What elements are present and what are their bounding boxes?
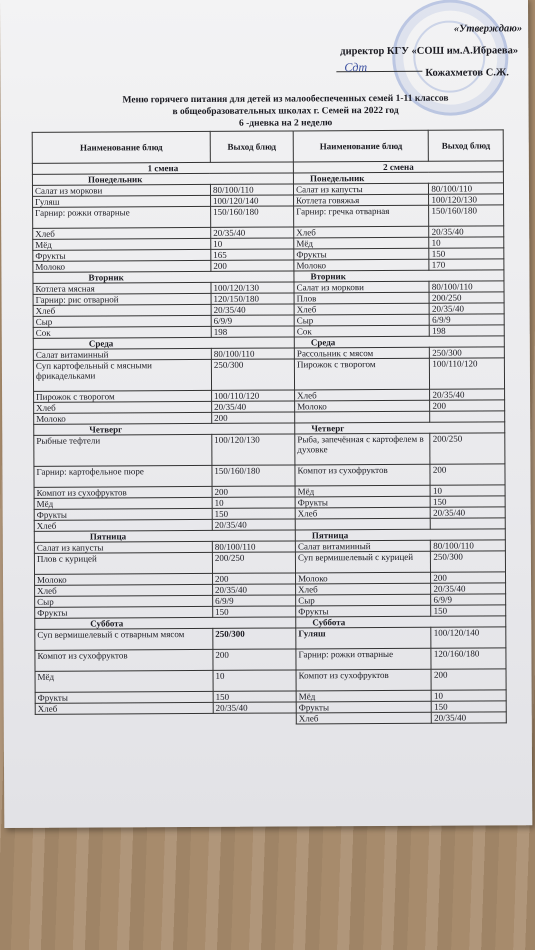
day-label: Среда <box>33 337 294 349</box>
dish-cell: Сыр <box>35 595 213 607</box>
dish-cell: Суп картофельный с мясными фрикадельками <box>33 359 211 391</box>
dish-cell: Фрукты <box>33 249 211 261</box>
dish-cell: Хлеб <box>35 702 213 714</box>
dish-cell: Мёд <box>296 690 431 702</box>
dish-cell: Гарнир: рожки отварные <box>33 206 211 228</box>
dish-cell: Сок <box>33 326 211 338</box>
dish-cell: Фрукты <box>295 496 430 508</box>
yield-cell: 20/35/40 <box>430 389 505 400</box>
yield-cell: 250/300 <box>213 628 296 649</box>
dish-cell: Гарнир: рожки отварные <box>296 648 431 670</box>
yield-cell: 150/160/180 <box>211 206 294 227</box>
signer-name: Кожахметов С.Ж. <box>425 67 509 79</box>
dish-cell: Мёд <box>294 237 429 249</box>
shift-1-label: 1 смена <box>32 162 293 174</box>
yield-cell: 200 <box>211 260 294 271</box>
yield-cell: 150 <box>212 508 295 519</box>
handwritten-signature: Сдт <box>344 60 368 75</box>
yield-cell: 100/110/120 <box>212 390 295 401</box>
dish-cell: Мёд <box>33 238 211 250</box>
day-label: Четверг <box>34 423 295 435</box>
yield-cell: 150 <box>431 605 506 616</box>
yield-cell: 120/160/180 <box>431 648 506 669</box>
yield-cell: 20/35/40 <box>429 226 504 237</box>
dish-cell: Гуляш <box>33 195 211 207</box>
dish-cell: Сыр <box>33 315 211 327</box>
dish-cell: Котлета мясная <box>33 282 211 294</box>
yield-cell: 200/250 <box>430 433 505 464</box>
approval-label: «Утверждаю» <box>453 23 523 35</box>
dish-cell: Молоко <box>296 572 431 584</box>
table-row <box>33 358 504 391</box>
dish-cell: Мёд <box>34 497 212 509</box>
dish-cell: Гарнир: рис отварной <box>33 293 211 305</box>
table-row <box>35 712 506 725</box>
yield-cell: 200 <box>213 649 296 670</box>
yield-cell: 198 <box>211 326 294 337</box>
yield-cell: 6/9/9 <box>430 314 505 325</box>
yield-cell: 20/35/40 <box>429 303 504 314</box>
yield-cell: 150 <box>429 248 504 259</box>
day-label: Четверг <box>295 422 505 434</box>
col-header-dish: Наименование блюд <box>32 131 210 163</box>
yield-cell: 80/100/110 <box>429 183 504 194</box>
dish-cell: Сыр <box>296 594 431 606</box>
yield-cell: 250/300 <box>430 347 505 358</box>
dish-cell: Суп вермишелевый с отварным мясом <box>35 628 213 650</box>
yield-cell: 150 <box>430 496 505 507</box>
yield-cell: 20/35/40 <box>431 583 506 594</box>
dish-cell: Молоко <box>35 573 213 585</box>
day-label: Понедельник <box>32 173 293 185</box>
dish-cell: Компот из сухофруктов <box>34 486 212 498</box>
yield-cell: 20/35/40 <box>213 584 296 595</box>
yield-cell: 20/35/40 <box>431 507 506 518</box>
table-row <box>34 433 505 466</box>
yield-cell: 80/100/110 <box>211 348 294 359</box>
yield-cell: 150/160/180 <box>429 205 504 226</box>
dish-cell: Хлеб <box>34 519 212 531</box>
dish-cell: Фрукты <box>294 248 429 260</box>
yield-cell: 200 <box>430 464 505 485</box>
dish-cell: Хлеб <box>294 226 429 238</box>
dish-cell: Хлеб <box>35 584 213 596</box>
dish-cell: Гуляш <box>296 627 431 649</box>
yield-cell: 250/300 <box>211 359 294 390</box>
yield-cell: 10 <box>429 237 504 248</box>
dish-cell: Гарнир: гречка отварная <box>294 205 429 227</box>
day-label: Пятница <box>295 529 505 541</box>
yield-cell: 170 <box>429 259 504 270</box>
yield-cell: 150 <box>432 701 507 712</box>
dish-cell: Хлеб <box>295 389 430 401</box>
day-label: Вторник <box>294 270 504 282</box>
dish-cell: Хлеб <box>294 303 429 315</box>
director-title: директор КГУ «СОШ им.А.Ибраева» <box>340 45 519 58</box>
dish-cell: Мёд <box>35 670 213 692</box>
shift-2-label: 2 смена <box>293 161 503 173</box>
yield-cell: 20/35/40 <box>212 519 295 530</box>
yield-cell: 20/35/40 <box>432 712 507 723</box>
yield-cell: 10 <box>432 690 507 701</box>
dish-cell: Котлета говяжья <box>294 194 429 206</box>
dish-cell: Плов <box>294 292 429 304</box>
table-row <box>33 205 504 228</box>
yield-cell: 150/160/180 <box>212 465 295 486</box>
yield-cell: 150 <box>213 606 296 617</box>
col-header-yield: Выход блюд <box>210 131 293 162</box>
yield-cell <box>213 713 296 724</box>
dish-cell: Хлеб <box>33 304 211 316</box>
dish-cell: Салат из капусты <box>294 183 429 195</box>
yield-cell <box>430 411 505 422</box>
table-header <box>32 130 503 163</box>
dish-cell: Салат витаминный <box>33 348 211 360</box>
yield-cell: 20/35/40 <box>211 304 294 315</box>
table-row <box>35 669 506 692</box>
title-line-3: 6 -дневка на 2 неделю <box>238 118 333 129</box>
table-row <box>34 551 505 574</box>
yield-cell: 100/120/130 <box>429 194 504 205</box>
table-row <box>35 648 506 671</box>
day-label: Вторник <box>33 271 294 283</box>
dish-cell: Хлеб <box>295 507 430 519</box>
dish-cell: Сок <box>294 325 429 337</box>
yield-cell: 198 <box>430 325 505 336</box>
yield-cell: 20/35/40 <box>213 702 296 713</box>
dish-cell: Плов с курицей <box>34 552 212 574</box>
dish-cell: Фрукты <box>296 701 431 713</box>
yield-cell: 100/120/130 <box>212 434 295 465</box>
yield-cell: 200 <box>212 412 295 423</box>
yield-cell: 165 <box>211 249 294 260</box>
dish-cell: Компот из сухофруктов <box>35 649 213 671</box>
dish-cell <box>295 518 430 530</box>
dish-cell: Пирожок с творогом <box>34 390 212 402</box>
dish-cell: Гарнир: картофельное пюре <box>34 465 212 487</box>
dish-cell: Хлеб <box>296 712 431 724</box>
yield-cell: 100/120/140 <box>431 627 506 648</box>
yield-cell: 6/9/9 <box>211 315 294 326</box>
menu-table <box>32 129 507 725</box>
yield-cell: 80/100/110 <box>431 540 506 551</box>
dish-cell: Хлеб <box>296 583 431 595</box>
dish-cell <box>35 713 213 725</box>
table-row <box>35 627 506 650</box>
yield-cell: 6/9/9 <box>431 594 506 605</box>
title-line-2: в общеобразовательных школах г. Семей на 2022 год <box>172 105 399 118</box>
table-row <box>34 464 505 487</box>
yield-cell: 120/150/180 <box>211 293 294 304</box>
dish-cell: Сыр <box>294 314 429 326</box>
yield-cell: 200/250 <box>429 292 504 303</box>
dish-cell: Фрукты <box>296 605 431 617</box>
dish-cell: Фрукты <box>35 606 213 618</box>
dish-cell: Салат из капусты <box>34 541 212 553</box>
yield-cell <box>431 518 506 529</box>
dish-cell: Мёд <box>295 485 430 497</box>
dish-cell: Салат из моркови <box>32 184 210 196</box>
dish-cell: Молоко <box>33 260 211 272</box>
dish-cell: Молоко <box>34 412 212 424</box>
yield-cell: 10 <box>213 670 296 691</box>
day-label: Пятница <box>34 530 295 542</box>
dish-cell: Молоко <box>294 259 429 271</box>
yield-cell: 200 <box>212 486 295 497</box>
yield-cell: 20/35/40 <box>211 227 294 238</box>
yield-cell: 200 <box>431 669 506 690</box>
dish-cell: Суп вермишелевый с курицей <box>295 551 430 573</box>
title-line-1: Меню горячего питания для детей из малообеспеченных семей 1-11 классов <box>122 93 449 106</box>
yield-cell: 10 <box>212 497 295 508</box>
dish-cell: Хлеб <box>34 401 212 413</box>
yield-cell: 100/120/130 <box>211 282 294 293</box>
yield-cell: 80/100/110 <box>429 281 504 292</box>
day-label: Понедельник <box>293 172 503 184</box>
day-label: Суббота <box>35 617 296 629</box>
dish-cell: Рассольник с мясом <box>294 347 429 359</box>
dish-cell <box>295 411 430 423</box>
document-title <box>100 93 470 131</box>
dish-cell: Рыба, запечённая с картофелем в духовке <box>295 433 430 465</box>
dish-cell: Салат витаминный <box>295 540 430 552</box>
dish-cell: Компот из сухофруктов <box>295 464 430 486</box>
dish-cell: Пирожок с творогом <box>294 358 429 390</box>
dish-cell: Рыбные тефтели <box>34 434 212 466</box>
dish-cell: Компот из сухофруктов <box>296 669 431 691</box>
yield-cell: 80/100/110 <box>212 541 295 552</box>
yield-cell: 100/120/140 <box>210 195 293 206</box>
yield-cell: 200 <box>212 573 295 584</box>
day-label: Суббота <box>296 616 506 628</box>
yield-cell: 150 <box>213 691 296 702</box>
yield-cell: 200/250 <box>212 552 295 573</box>
col-header-dish: Наименование блюд <box>293 130 428 162</box>
yield-cell: 250/300 <box>431 551 506 572</box>
yield-cell: 10 <box>211 238 294 249</box>
yield-cell: 200 <box>430 400 505 411</box>
yield-cell: 200 <box>431 572 506 583</box>
dish-cell: Молоко <box>295 400 430 412</box>
yield-cell: 10 <box>430 485 505 496</box>
yield-cell: 80/100/110 <box>210 184 293 195</box>
dish-cell: Фрукты <box>35 691 213 703</box>
col-header-yield: Выход блюд <box>429 130 504 161</box>
yield-cell: 6/9/9 <box>213 595 296 606</box>
dish-cell: Салат из моркови <box>294 281 429 293</box>
yield-cell: 100/110/120 <box>430 358 505 389</box>
dish-cell: Хлеб <box>33 227 211 239</box>
dish-cell: Фрукты <box>34 508 212 520</box>
yield-cell: 20/35/40 <box>212 401 295 412</box>
day-label: Среда <box>294 336 504 348</box>
